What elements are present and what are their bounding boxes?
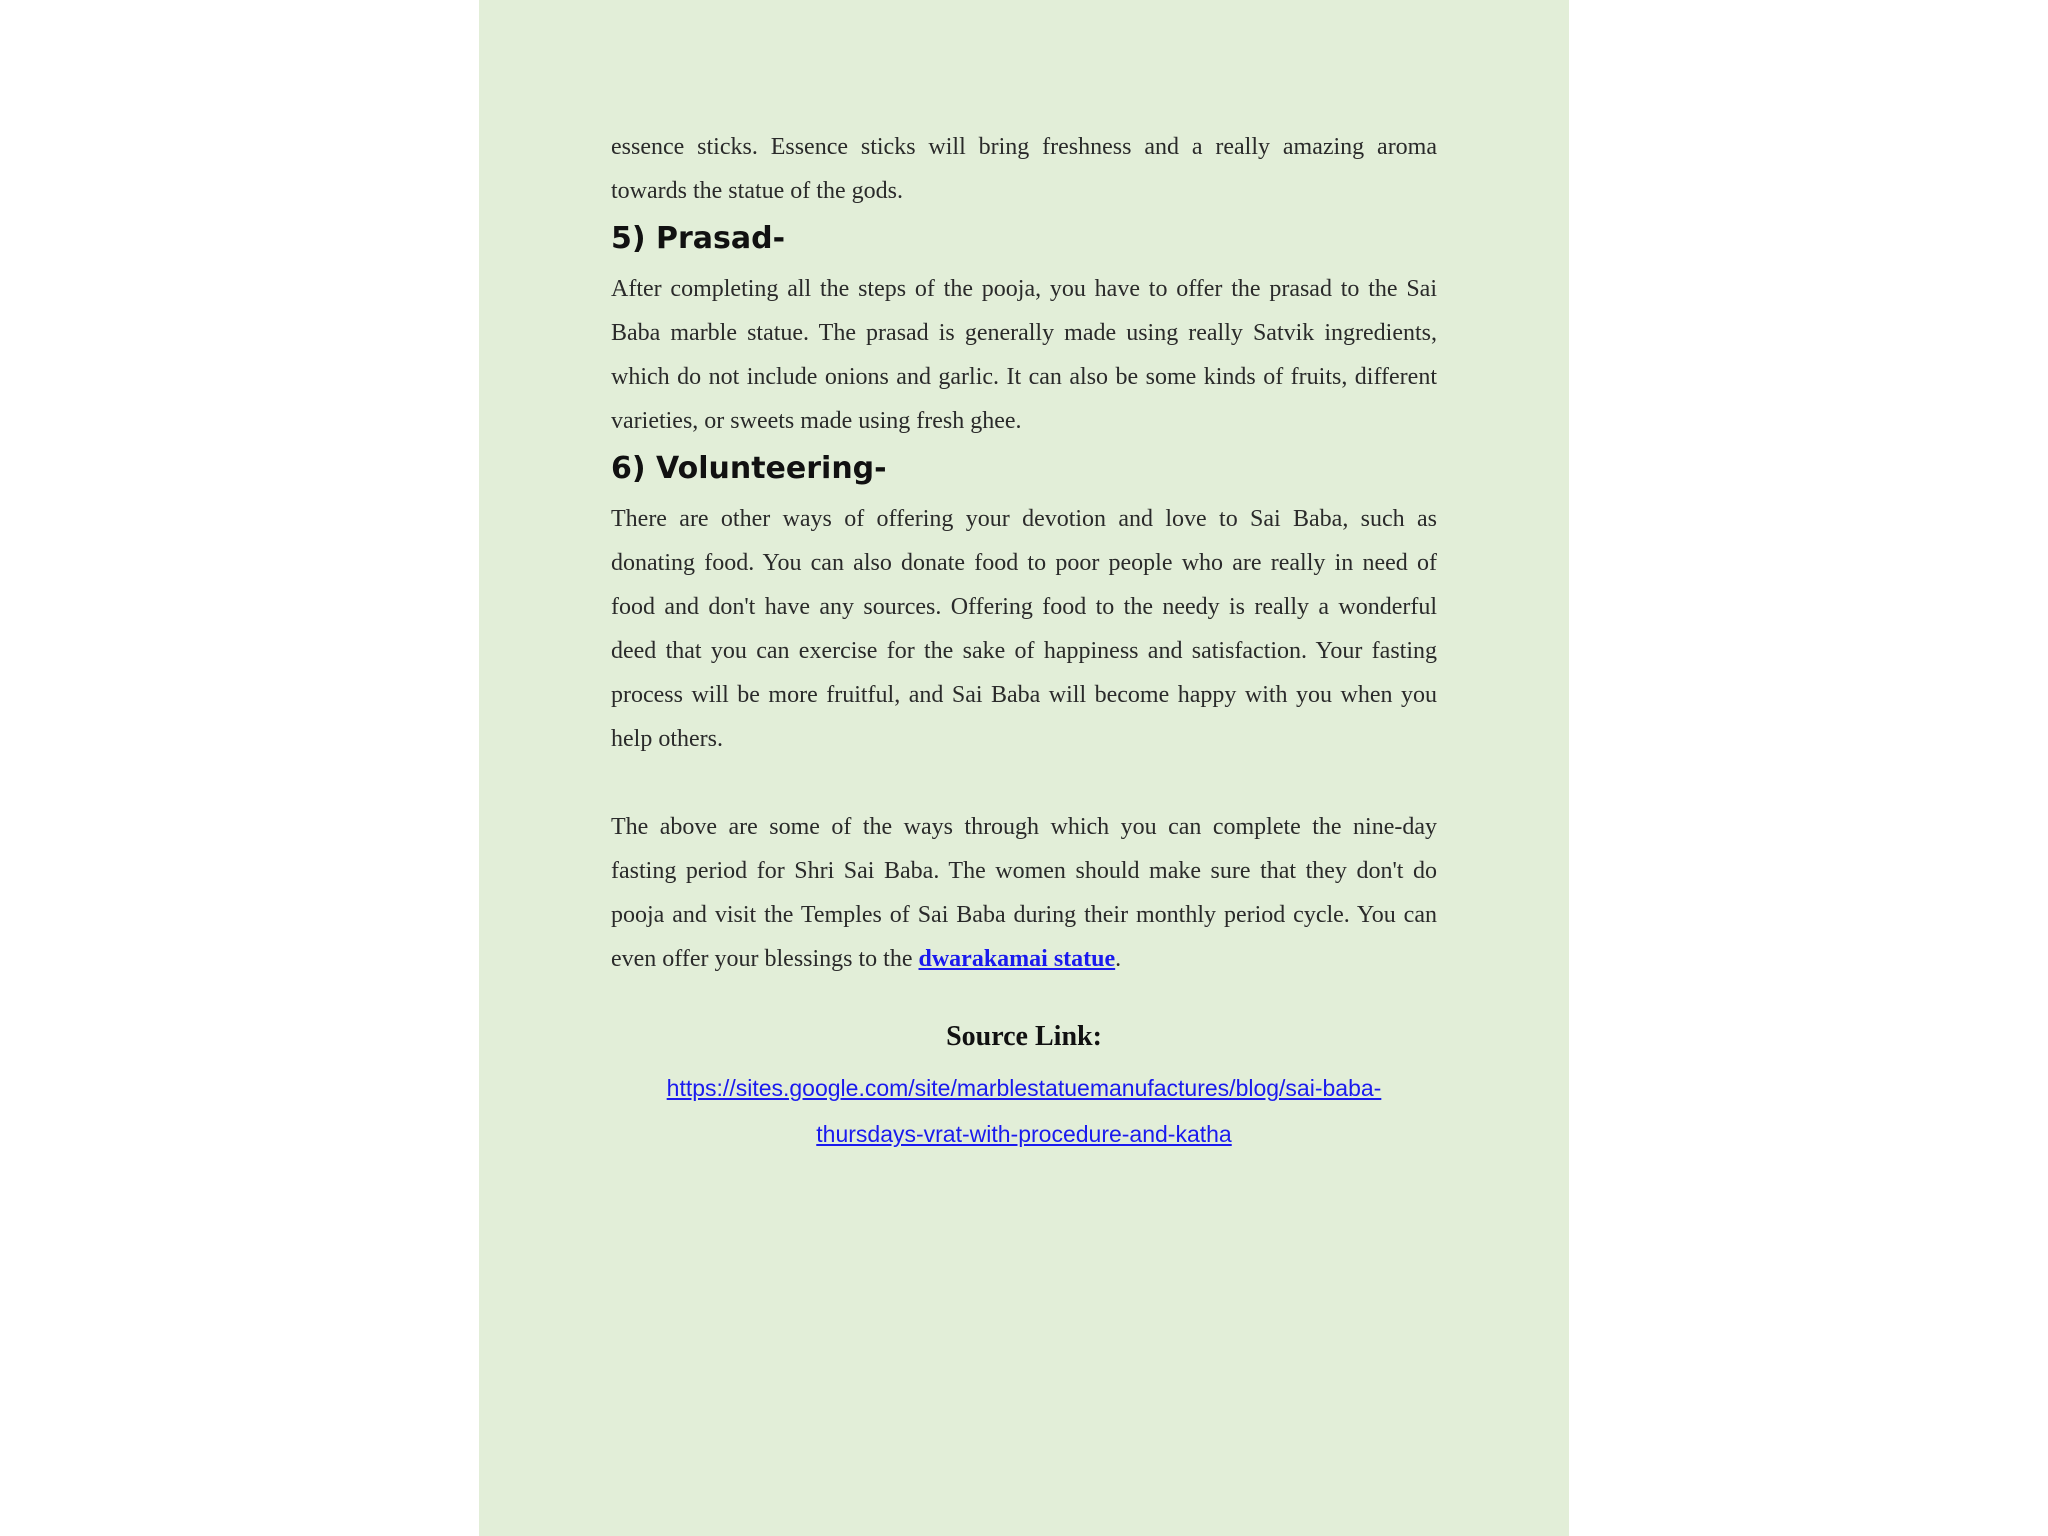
document-content bbox=[611, 125, 1437, 1157]
dwarakamai-statue-link[interactable]: dwarakamai statue bbox=[918, 946, 1116, 972]
intro-paragraph: essence sticks. Essence sticks will bring freshness and a really amazing aroma towards the statue of the gods. bbox=[611, 134, 1437, 204]
closing-paragraph bbox=[611, 805, 1437, 981]
section-body-prasad: After completing all the steps of the pooja, you have to offer the prasad to the Sai Baba marble statue. The prasad is generally made using really Satvik ingredients, which do not include onions and garlic. It can also be some kinds of fruits, different varieties, or sweets made using fresh ghee. bbox=[611, 276, 1437, 434]
document-page bbox=[479, 0, 1569, 1536]
section-body-volunteering: There are other ways of offering your devotion and love to Sai Baba, such as donating food. You can also donate food to poor people who are really in need of food and don't have any sources. Offering food to the needy is really a wonderful deed that you can exercise for the sake of happiness and satisfaction. Your fasting process will be more fruitful, and Sai Baba will become happy with you when you help others. bbox=[611, 506, 1437, 752]
source-link-title: Source Link: bbox=[946, 1021, 1102, 1052]
section-heading-volunteering: 6) Volunteering- bbox=[611, 451, 887, 486]
section-heading-prasad: 5) Prasad- bbox=[611, 221, 786, 256]
source-url-line-2[interactable]: thursdays-vrat-with-procedure-and-katha bbox=[816, 1121, 1232, 1147]
paragraph-spacer bbox=[611, 761, 1437, 805]
source-url-block[interactable] bbox=[611, 1065, 1437, 1157]
closing-text: The above are some of the ways through which you can complete the nine-day fasting period for Shri Sai Baba. The women should make sure that they don't do pooja and visit the Temples of Sai Baba during their monthly period cycle. You can even offer your blessings to the bbox=[611, 814, 1437, 972]
closing-period: . bbox=[1115, 946, 1122, 972]
source-url-line-1[interactable]: https://sites.google.com/site/marblestatuemanufactures/blog/sai-baba- bbox=[666, 1075, 1382, 1101]
